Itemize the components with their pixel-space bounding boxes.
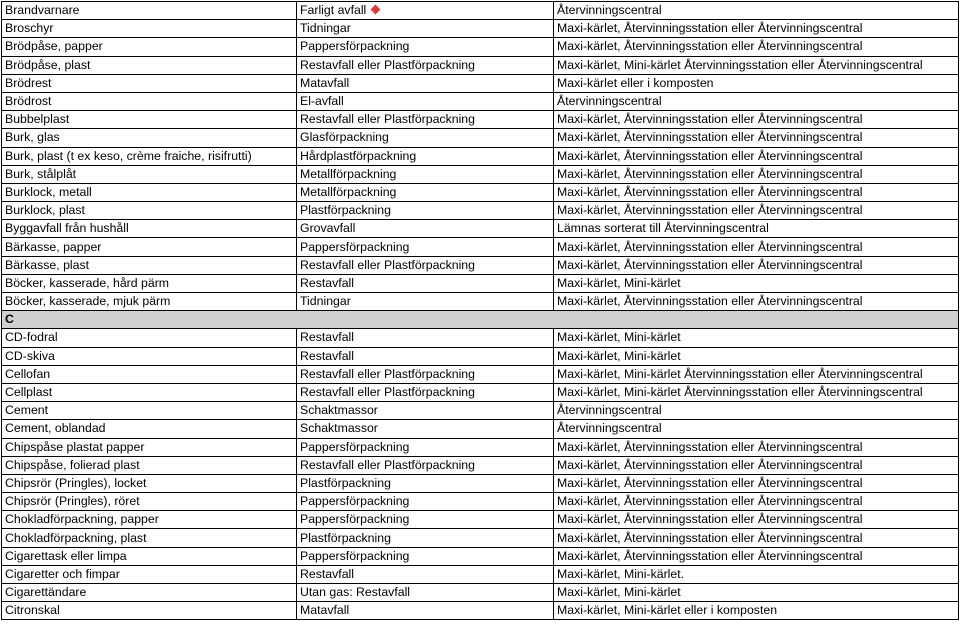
disposal-cell [554, 129, 959, 147]
table-row [2, 402, 959, 420]
item-cell [2, 511, 297, 529]
item-cell-text: Byggavfall från hushåll [5, 221, 129, 236]
disposal-cell [554, 20, 959, 38]
disposal-cell-text: Maxi-kärlet, Mini-kärlet Återvinningsstation eller Återvinningscentral [557, 385, 923, 400]
category-cell-text: Metallförpackning [300, 166, 397, 181]
disposal-cell [554, 293, 959, 311]
item-cell [2, 147, 297, 165]
disposal-cell [554, 511, 959, 529]
item-cell [2, 547, 297, 565]
disposal-cell-text: Maxi-kärlet, Återvinningsstation eller Återvinningscentral [557, 548, 863, 563]
category-cell [297, 165, 554, 183]
category-cell-text: Pappersförpackning [300, 494, 410, 509]
disposal-cell-text: Maxi-kärlet, Mini-kärlet [557, 585, 681, 600]
disposal-cell [554, 56, 959, 74]
item-cell-text: Chokladförpackning, plast [5, 530, 147, 545]
table-row [2, 220, 959, 238]
category-cell-text: Metallförpackning [300, 184, 397, 199]
category-cell-text: Plastförpackning [300, 475, 391, 490]
table-row [2, 347, 959, 365]
disposal-cell-text: Maxi-kärlet, Återvinningsstation eller Återvinningscentral [557, 39, 863, 54]
table-row [2, 420, 959, 438]
item-cell-text: Chipsrör (Pringles), locket [5, 475, 147, 490]
item-cell [2, 165, 297, 183]
table-row [2, 383, 959, 401]
item-cell [2, 565, 297, 583]
item-cell-text: Citronskal [5, 603, 60, 618]
item-cell-text: Burk, stålplåt [5, 166, 77, 181]
disposal-cell [554, 2, 959, 20]
category-cell-text: Schaktmassor [300, 403, 378, 418]
disposal-cell [554, 438, 959, 456]
disposal-cell-text: Maxi-kärlet, Mini-kärlet [557, 275, 681, 290]
table-row [2, 147, 959, 165]
category-cell [297, 365, 554, 383]
category-cell [297, 456, 554, 474]
category-cell [297, 402, 554, 420]
category-cell-text: Pappersförpackning [300, 548, 410, 563]
table-row [2, 202, 959, 220]
table-row [2, 547, 959, 565]
disposal-cell [554, 365, 959, 383]
category-cell [297, 547, 554, 565]
category-cell [297, 56, 554, 74]
disposal-cell [554, 456, 959, 474]
sorting-guide-table [1, 1, 959, 620]
category-cell [297, 38, 554, 56]
item-cell-text: Cement [5, 403, 49, 418]
category-cell-text: Restavfall eller Plastförpackning [300, 457, 475, 472]
category-cell [297, 147, 554, 165]
disposal-cell-text: Återvinningscentral [557, 421, 662, 436]
category-cell-text: Farligt avfall [300, 3, 367, 18]
item-cell [2, 20, 297, 38]
category-cell-text: Pappersförpackning [300, 39, 410, 54]
item-cell-text: Chipspåse plastat papper [5, 439, 145, 454]
table-row [2, 456, 959, 474]
disposal-cell-text: Maxi-kärlet, Mini-kärlet eller i komposten [557, 603, 778, 618]
item-cell [2, 274, 297, 292]
item-cell-text: Chokladförpackning, papper [5, 512, 159, 527]
item-cell [2, 111, 297, 129]
item-cell [2, 420, 297, 438]
disposal-cell [554, 329, 959, 347]
item-cell-text: Böcker, kasserade, hård pärm [5, 275, 170, 290]
item-cell-text: Brödrost [5, 94, 52, 109]
item-cell [2, 202, 297, 220]
disposal-cell-text: Maxi-kärlet, Återvinningsstation eller Återvinningscentral [557, 148, 863, 163]
item-cell-text: Bärkasse, papper [5, 239, 102, 254]
item-cell-text: Brandvarnare [5, 3, 80, 18]
table-row [2, 2, 959, 20]
item-cell [2, 456, 297, 474]
item-cell [2, 2, 297, 20]
category-cell [297, 420, 554, 438]
category-cell-text: Restavfall eller Plastförpackning [300, 57, 475, 72]
category-cell-text: Restavfall [300, 275, 354, 290]
disposal-cell-text: Återvinningscentral [557, 403, 662, 418]
item-cell [2, 129, 297, 147]
category-cell-text: Restavfall eller Plastförpackning [300, 385, 475, 400]
item-cell-text: Bubbelplast [5, 112, 70, 127]
category-cell [297, 20, 554, 38]
disposal-cell-text: Maxi-kärlet, Mini-kärlet. [557, 566, 685, 581]
table-row [2, 511, 959, 529]
table-row [2, 493, 959, 511]
category-cell [297, 220, 554, 238]
table-row [2, 56, 959, 74]
table-row [2, 20, 959, 38]
item-cell-text: Burklock, metall [5, 184, 92, 199]
disposal-cell [554, 183, 959, 201]
category-cell-text: Schaktmassor [300, 421, 378, 436]
disposal-cell [554, 402, 959, 420]
disposal-cell-text: Maxi-kärlet, Mini-kärlet Återvinningsstation eller Återvinningscentral [557, 366, 923, 381]
disposal-cell [554, 220, 959, 238]
disposal-cell [554, 474, 959, 492]
item-cell-text: Chipsrör (Pringles), röret [5, 494, 140, 509]
disposal-cell-text: Återvinningscentral [557, 94, 662, 109]
table-row [2, 92, 959, 110]
disposal-cell-text: Maxi-kärlet, Mini-kärlet Återvinningsstation eller Återvinningscentral [557, 57, 923, 72]
disposal-cell-text: Återvinningscentral [557, 3, 662, 18]
disposal-cell-text: Lämnas sorterat till Återvinningscentral [557, 221, 769, 236]
category-cell-text: Restavfall eller Plastförpackning [300, 366, 475, 381]
disposal-cell-text: Maxi-kärlet, Återvinningsstation eller Återvinningscentral [557, 112, 863, 127]
disposal-cell-text: Maxi-kärlet, Återvinningsstation eller Återvinningscentral [557, 530, 863, 545]
disposal-cell [554, 38, 959, 56]
category-cell [297, 584, 554, 602]
item-cell-text: Burklock, plast [5, 203, 85, 218]
disposal-cell [554, 238, 959, 256]
disposal-cell [554, 547, 959, 565]
disposal-cell [554, 420, 959, 438]
category-cell [297, 274, 554, 292]
category-cell [297, 238, 554, 256]
item-cell [2, 493, 297, 511]
item-cell-text: Broschyr [5, 21, 54, 36]
category-cell [297, 293, 554, 311]
item-cell-text: CD-skiva [5, 348, 55, 363]
category-cell-text: Matavfall [300, 603, 350, 618]
disposal-cell-text: Maxi-kärlet, Återvinningsstation eller Återvinningscentral [557, 475, 863, 490]
category-cell [297, 474, 554, 492]
disposal-cell [554, 111, 959, 129]
category-cell [297, 438, 554, 456]
category-cell-text: Hårdplastförpackning [300, 148, 417, 163]
table-row [2, 111, 959, 129]
item-cell-text: CD-fodral [5, 330, 58, 345]
disposal-cell [554, 529, 959, 547]
item-cell [2, 38, 297, 56]
disposal-cell [554, 92, 959, 110]
item-cell-text: Brödpåse, papper [5, 39, 103, 54]
category-cell [297, 511, 554, 529]
category-cell [297, 493, 554, 511]
table-row [2, 129, 959, 147]
category-cell-text: Pappersförpackning [300, 439, 410, 454]
disposal-cell [554, 602, 959, 620]
disposal-cell [554, 256, 959, 274]
item-cell [2, 602, 297, 620]
table-row [2, 165, 959, 183]
category-cell-text: Utan gas: Restavfall [300, 585, 411, 600]
disposal-cell [554, 347, 959, 365]
item-cell-text: Cellplast [5, 385, 53, 400]
item-cell [2, 438, 297, 456]
disposal-cell [554, 383, 959, 401]
table-row [2, 365, 959, 383]
category-cell [297, 565, 554, 583]
disposal-cell-text: Maxi-kärlet, Återvinningsstation eller Återvinningscentral [557, 494, 863, 509]
item-cell-text: Böcker, kasserade, mjuk pärm [5, 294, 171, 309]
table-row [2, 274, 959, 292]
item-cell [2, 365, 297, 383]
item-cell-text: Burk, glas [5, 130, 60, 145]
category-cell [297, 111, 554, 129]
item-cell [2, 74, 297, 92]
disposal-cell-text: Maxi-kärlet, Återvinningsstation eller Återvinningscentral [557, 457, 863, 472]
category-cell [297, 2, 554, 20]
item-cell [2, 402, 297, 420]
item-cell [2, 256, 297, 274]
table-row [2, 529, 959, 547]
item-cell [2, 238, 297, 256]
category-cell [297, 383, 554, 401]
category-cell [297, 74, 554, 92]
category-cell-text: Matavfall [300, 75, 350, 90]
category-cell [297, 183, 554, 201]
category-cell [297, 329, 554, 347]
section-letter: C [2, 311, 959, 329]
disposal-cell-text: Maxi-kärlet, Återvinningsstation eller Återvinningscentral [557, 257, 863, 272]
item-cell-text: Burk, plast (t ex keso, crème fraiche, risifrutti) [5, 148, 252, 163]
category-cell-text: El-avfall [300, 94, 344, 109]
disposal-cell-text: Maxi-kärlet, Återvinningsstation eller Återvinningscentral [557, 294, 863, 309]
table-row [2, 474, 959, 492]
disposal-cell-text: Maxi-kärlet, Återvinningsstation eller Återvinningscentral [557, 439, 863, 454]
section-header-row [2, 311, 959, 329]
hazard-diamond-icon [371, 5, 381, 15]
item-cell [2, 92, 297, 110]
category-cell [297, 202, 554, 220]
category-cell-text: Pappersförpackning [300, 239, 410, 254]
disposal-cell [554, 584, 959, 602]
disposal-cell-text: Maxi-kärlet eller i komposten [557, 75, 714, 90]
item-cell [2, 329, 297, 347]
item-cell-text: Cigarettändare [5, 585, 87, 600]
table-row [2, 38, 959, 56]
item-cell-text: Cellofan [5, 366, 51, 381]
table-row [2, 293, 959, 311]
item-cell-text: Cement, oblandad [5, 421, 106, 436]
category-cell-text: Glasförpackning [300, 130, 389, 145]
disposal-cell-text: Maxi-kärlet, Återvinningsstation eller Återvinningscentral [557, 166, 863, 181]
disposal-cell-text: Maxi-kärlet, Mini-kärlet [557, 348, 681, 363]
item-cell-text: Brödpåse, plast [5, 57, 91, 72]
disposal-cell-text: Maxi-kärlet, Återvinningsstation eller Återvinningscentral [557, 130, 863, 145]
category-cell [297, 92, 554, 110]
table-row [2, 584, 959, 602]
disposal-cell [554, 147, 959, 165]
disposal-cell-text: Maxi-kärlet, Mini-kärlet [557, 330, 681, 345]
table-row [2, 256, 959, 274]
disposal-cell-text: Maxi-kärlet, Återvinningsstation eller Återvinningscentral [557, 184, 863, 199]
category-cell-text: Plastförpackning [300, 530, 391, 545]
category-cell-text: Restavfall [300, 348, 354, 363]
table-row [2, 565, 959, 583]
category-cell-text: Pappersförpackning [300, 512, 410, 527]
disposal-cell [554, 493, 959, 511]
item-cell-text: Cigaretter och fimpar [5, 566, 120, 581]
category-cell [297, 256, 554, 274]
item-cell [2, 293, 297, 311]
disposal-cell-text: Maxi-kärlet, Återvinningsstation eller Återvinningscentral [557, 203, 863, 218]
category-cell-text: Restavfall eller Plastförpackning [300, 112, 475, 127]
item-cell [2, 183, 297, 201]
table-row [2, 602, 959, 620]
item-cell-text: Bärkasse, plast [5, 257, 90, 272]
category-cell [297, 129, 554, 147]
category-cell [297, 602, 554, 620]
category-cell-text: Tidningar [300, 294, 351, 309]
item-cell [2, 347, 297, 365]
category-cell-text: Restavfall [300, 330, 354, 345]
item-cell [2, 220, 297, 238]
category-cell-text: Plastförpackning [300, 203, 391, 218]
disposal-cell [554, 565, 959, 583]
table-row [2, 183, 959, 201]
table-row [2, 74, 959, 92]
category-cell-text: Restavfall eller Plastförpackning [300, 257, 475, 272]
disposal-cell-text: Maxi-kärlet, Återvinningsstation eller Återvinningscentral [557, 512, 863, 527]
item-cell [2, 383, 297, 401]
disposal-cell [554, 274, 959, 292]
category-cell [297, 529, 554, 547]
disposal-cell-text: Maxi-kärlet, Återvinningsstation eller Återvinningscentral [557, 21, 863, 36]
table-row [2, 438, 959, 456]
category-cell [297, 347, 554, 365]
table-row [2, 238, 959, 256]
disposal-cell [554, 202, 959, 220]
category-cell-text: Restavfall [300, 566, 354, 581]
category-cell-text: Grovavfall [300, 221, 356, 236]
disposal-cell [554, 74, 959, 92]
item-cell [2, 56, 297, 74]
item-cell [2, 474, 297, 492]
disposal-cell-text: Maxi-kärlet, Återvinningsstation eller Återvinningscentral [557, 239, 863, 254]
item-cell-text: Brödrest [5, 75, 52, 90]
item-cell-text: Cigarettask eller limpa [5, 548, 127, 563]
item-cell-text: Chipspåse, folierad plast [5, 457, 140, 472]
disposal-cell [554, 165, 959, 183]
item-cell [2, 584, 297, 602]
category-cell-text: Tidningar [300, 21, 351, 36]
item-cell [2, 529, 297, 547]
table-row [2, 329, 959, 347]
